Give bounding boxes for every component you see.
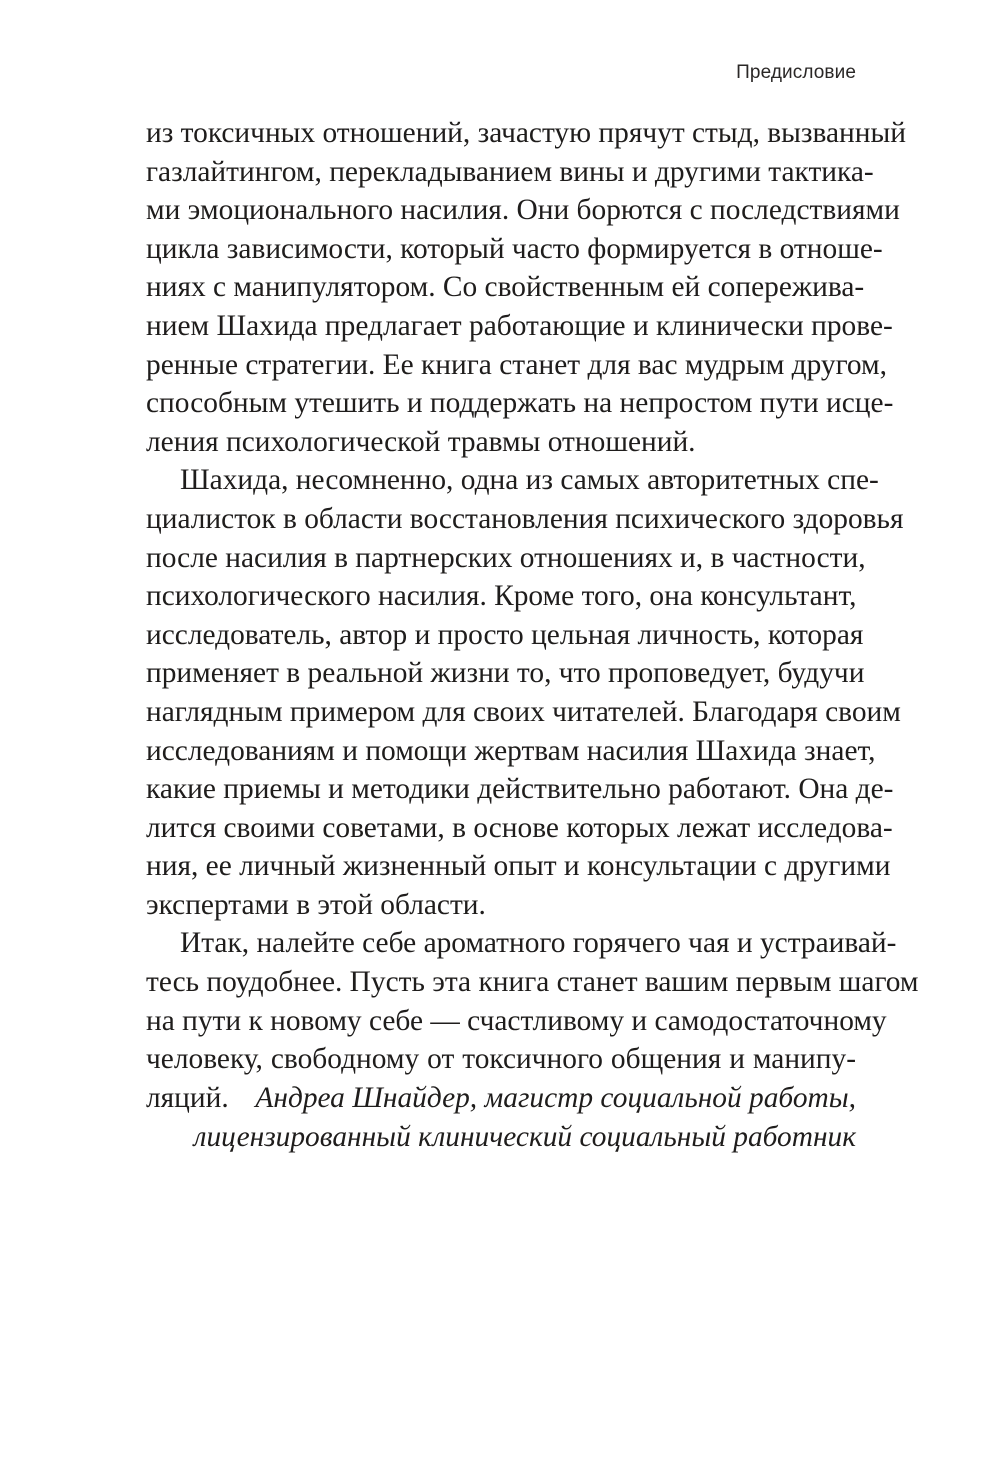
text-line: Итак, налейте себе ароматного горячего чая и устраивай- [180,927,897,960]
text-line: на пути к новому себе — счастливому и самодостаточному [146,1004,887,1037]
body-text [146,114,919,1117]
text-line: цикла зависимости, который часто формируется в отноше- [146,232,883,265]
signature-title: лицензированный клинический социальный работник [193,1120,856,1153]
text-line: способным утешить и поддержать на непростом пути исце- [146,387,894,420]
text-line: ренные стратегии. Ее книга станет для вас мудрым другом, [146,348,888,381]
paragraph-author-credentials [146,461,904,924]
text-line: Шахида, несомненно, одна из самых авторитетных спе- [180,464,879,497]
text-line: психологического насилия. Кроме того, она консультант, [146,580,857,613]
text-line: газлайтингом, перекладыванием вины и другими тактика- [146,155,874,188]
text-line: из токсичных отношений, зачастую прячут стыд, вызванный [146,117,906,149]
text-line: ми эмоционального насилия. Они борются с последствиями [146,194,900,227]
text-line: тесь поудобнее. Пусть эта книга станет вашим первым шагом [146,966,919,999]
text-line: человеку, свободному от токсичного общения и манипу- [146,1043,856,1076]
text-line: нием Шахида предлагает работающие и клинически прове- [146,309,893,342]
text-line: применяет в реальной жизни то, что проповедует, будучи [146,657,865,690]
signature [146,1079,856,1156]
text-line: ниях с манипулятором. Со свойственным ей сопережива- [146,271,865,304]
text-line: ления психологической травмы отношений. [146,425,696,458]
text-line: ния, ее личный жизненный опыт и консультации с другими [146,850,891,883]
paragraph-continuation [146,114,906,461]
text-line: исследованиям и помощи жертвам насилия Шахида знает, [146,734,876,767]
text-line: экспертами в этой области. [146,888,486,921]
text-line: циалисток в области восстановления психического здоровья [146,502,904,535]
text-line: исследователь, автор и просто цельная личность, которая [146,618,864,651]
text-line: лится своими советами, в основе которых лежат исследова- [146,811,893,844]
signature-name: Андреа Шнайдер, магистр социальной работы, [255,1082,856,1114]
text-line: ляций. [146,1081,229,1114]
text-line: какие приемы и методики действительно работают. Она де- [146,773,894,806]
text-line: наглядным примером для своих читателей. Благодаря своим [146,695,901,728]
text-line: после насилия в партнерских отношениях и, в частности, [146,541,866,574]
running-header: Предисловие [736,62,856,83]
